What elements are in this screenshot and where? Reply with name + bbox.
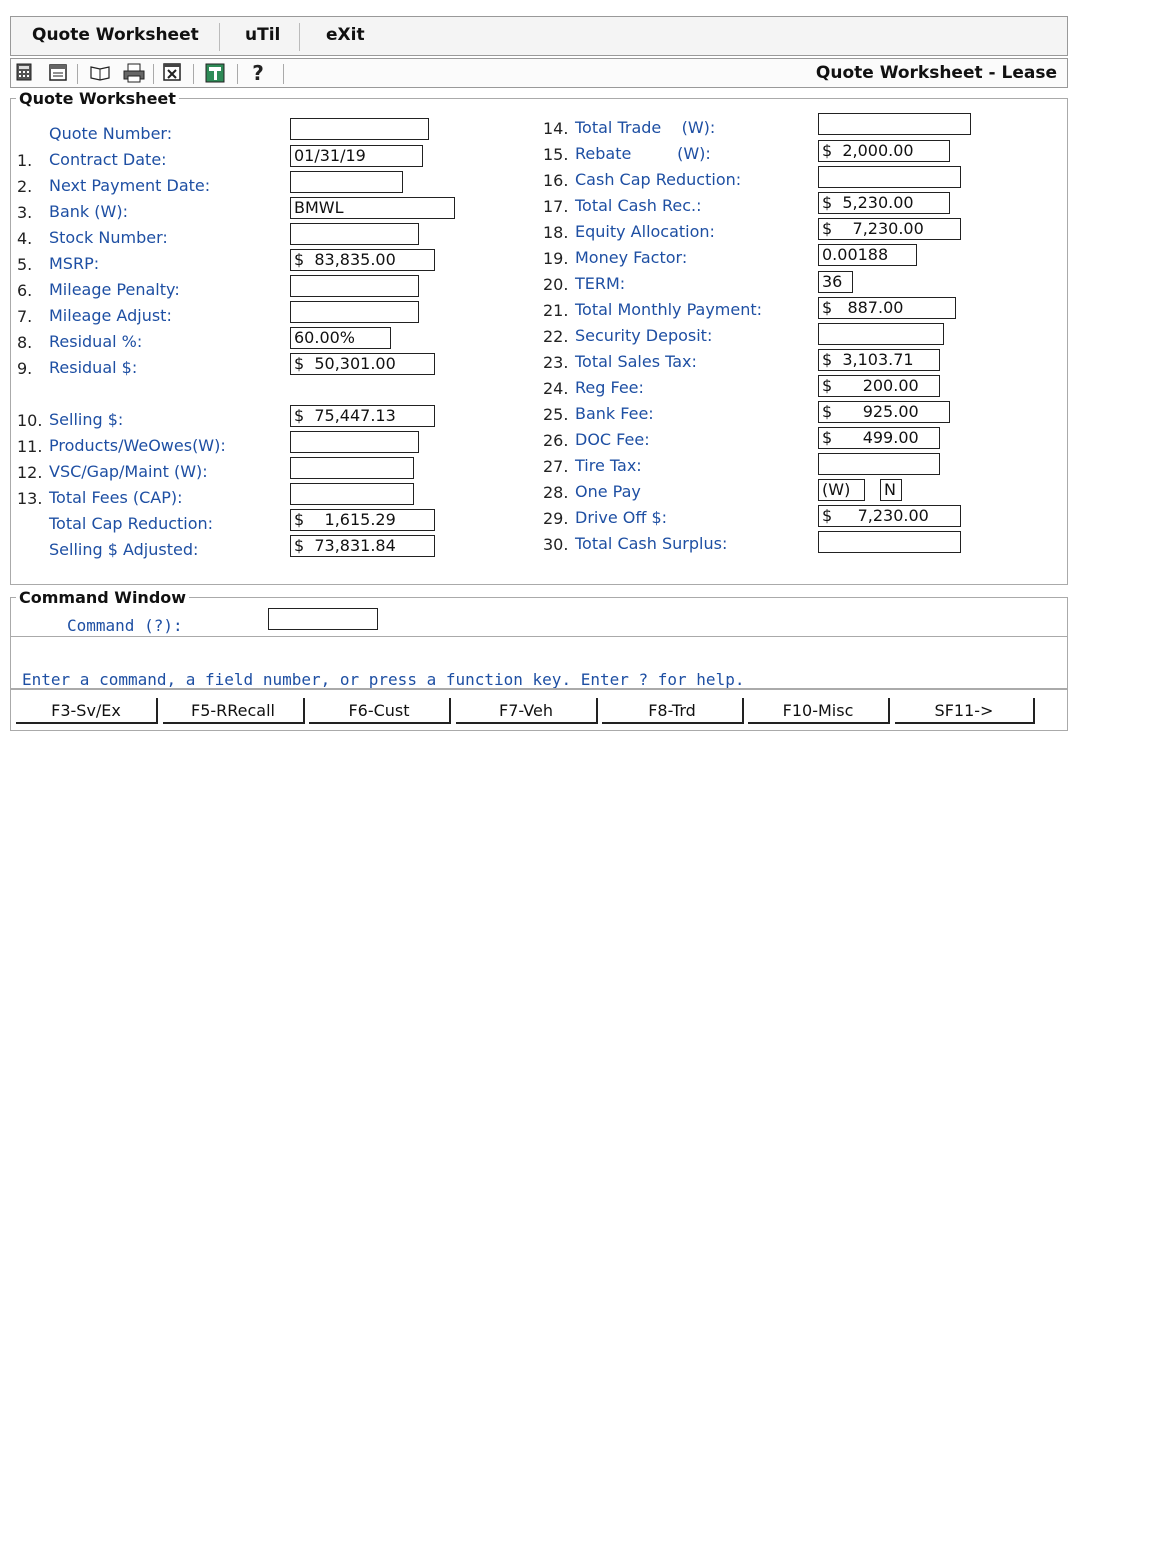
field-number: 7.	[17, 307, 33, 326]
field-quote-number[interactable]	[290, 118, 429, 140]
menu-separator	[299, 23, 300, 51]
f7-vehicle-button[interactable]: F7-Veh	[456, 698, 598, 724]
field-number: 1.	[17, 151, 33, 170]
field-one-pay-w[interactable]: (W)	[818, 479, 865, 501]
field-stock-number[interactable]	[290, 223, 419, 245]
label-msrp: MSRP:	[49, 254, 100, 273]
field-mileage-adjust[interactable]	[290, 301, 419, 323]
book-icon[interactable]	[89, 63, 107, 83]
field-vsc-gap-maint[interactable]	[290, 457, 414, 479]
field-money-factor[interactable]: 0.00188	[818, 244, 917, 266]
field-reg-fee[interactable]: $ 200.00	[818, 375, 940, 397]
label-residual-amount: Residual $:	[49, 358, 138, 377]
field-msrp[interactable]: $ 83,835.00	[290, 249, 435, 271]
tools-icon[interactable]	[205, 63, 223, 83]
field-doc-fee[interactable]: $ 499.00	[818, 427, 940, 449]
screen-title: Quote Worksheet - Lease	[815, 63, 1057, 83]
field-residual-percent[interactable]: 60.00%	[290, 327, 391, 349]
panel-title: Quote Worksheet	[16, 89, 179, 108]
field-number: 13.	[17, 489, 43, 508]
field-selling-adjusted: $ 73,831.84	[290, 535, 435, 557]
label-mileage-penalty: Mileage Penalty:	[49, 280, 180, 299]
label-total-sales-tax: Total Sales Tax:	[575, 352, 697, 371]
toolbar-separator	[153, 64, 154, 84]
label-bank-fee: Bank Fee:	[575, 404, 654, 423]
label-money-factor: Money Factor:	[575, 248, 688, 267]
field-number: 17.	[543, 197, 569, 216]
print-icon[interactable]	[123, 63, 141, 83]
field-security-deposit[interactable]	[818, 323, 944, 345]
menu-bar	[10, 16, 1068, 56]
field-number: 8.	[17, 333, 33, 352]
label-total-cash-rec: Total Cash Rec.:	[575, 196, 702, 215]
field-number: 22.	[543, 327, 569, 346]
label-doc-fee: DOC Fee:	[575, 430, 650, 449]
field-total-monthly-payment[interactable]: $ 887.00	[818, 297, 956, 319]
menu-quote-worksheet[interactable]: Quote Worksheet	[32, 25, 199, 45]
field-tire-tax[interactable]	[818, 453, 940, 475]
field-next-payment-date[interactable]	[290, 171, 403, 193]
field-total-trade[interactable]	[818, 113, 971, 135]
field-number: 23.	[543, 353, 569, 372]
field-number: 20.	[543, 275, 569, 294]
label-term: TERM:	[575, 274, 626, 293]
field-equity-allocation[interactable]: $ 7,230.00	[818, 218, 961, 240]
field-total-sales-tax[interactable]: $ 3,103.71	[818, 349, 940, 371]
label-rebate: Rebate (W):	[575, 144, 711, 163]
field-one-pay-flag[interactable]: N	[880, 479, 902, 501]
toolbar-separator	[193, 64, 194, 84]
field-total-fees-cap[interactable]	[290, 483, 414, 505]
field-number: 29.	[543, 509, 569, 528]
toolbar	[10, 58, 1068, 88]
label-next-payment-date: Next Payment Date:	[49, 176, 211, 195]
field-number: 19.	[543, 249, 569, 268]
label-stock-number: Stock Number:	[49, 228, 168, 247]
command-label: Command (?):	[67, 616, 183, 635]
field-mileage-penalty[interactable]	[290, 275, 419, 297]
menu-util[interactable]: uTil	[245, 25, 281, 45]
field-contract-date[interactable]: 01/31/19	[290, 145, 423, 167]
label-tire-tax: Tire Tax:	[575, 456, 642, 475]
field-number: 18.	[543, 223, 569, 242]
label-reg-fee: Reg Fee:	[575, 378, 644, 397]
label-total-cap-reduction: Total Cap Reduction:	[49, 514, 214, 533]
field-bank[interactable]: BMWL	[290, 197, 455, 219]
field-term[interactable]: 36	[818, 271, 853, 293]
label-one-pay: One Pay	[575, 482, 641, 501]
field-selling-amount[interactable]: $ 75,447.13	[290, 405, 435, 427]
help-icon[interactable]: ?	[252, 61, 264, 85]
field-number: 16.	[543, 171, 569, 190]
quote-worksheet-window	[10, 16, 1068, 731]
field-number: 27.	[543, 457, 569, 476]
f6-customer-button[interactable]: F6-Cust	[309, 698, 451, 724]
label-quote-number: Quote Number:	[49, 124, 173, 143]
menu-exit[interactable]: eXit	[326, 25, 365, 45]
field-number: 10.	[17, 411, 43, 430]
command-window-title: Command Window	[16, 588, 189, 607]
field-number: 26.	[543, 431, 569, 450]
field-total-cap-reduction: $ 1,615.29	[290, 509, 435, 531]
label-security-deposit: Security Deposit:	[575, 326, 713, 345]
label-total-monthly-payment: Total Monthly Payment:	[575, 300, 763, 319]
field-total-cash-surplus[interactable]	[818, 531, 961, 553]
field-number: 15.	[543, 145, 569, 164]
field-number: 30.	[543, 535, 569, 554]
field-number: 11.	[17, 437, 43, 456]
label-cash-cap-reduction: Cash Cap Reduction:	[575, 170, 742, 189]
label-selling-amount: Selling $:	[49, 410, 124, 429]
label-products-weowes: Products/WeOwes(W):	[49, 436, 226, 455]
toolbar-separator	[283, 64, 284, 84]
field-number: 9.	[17, 359, 33, 378]
field-number: 24.	[543, 379, 569, 398]
calculator-icon[interactable]	[15, 63, 33, 83]
command-input[interactable]	[268, 608, 378, 630]
field-rebate[interactable]: $ 2,000.00	[818, 140, 950, 162]
f10-misc-button[interactable]: F10-Misc	[748, 698, 890, 724]
field-total-cash-rec[interactable]: $ 5,230.00	[818, 192, 950, 214]
label-bank: Bank (W):	[49, 202, 128, 221]
label-total-fees-cap: Total Fees (CAP):	[49, 488, 183, 507]
label-residual-percent: Residual %:	[49, 332, 143, 351]
f8-trade-button[interactable]: F8-Trd	[602, 698, 744, 724]
label-mileage-adjust: Mileage Adjust:	[49, 306, 172, 325]
field-drive-off[interactable]: $ 7,230.00	[818, 505, 961, 527]
toolbar-separator	[77, 64, 78, 84]
label-vsc-gap-maint: VSC/Gap/Maint (W):	[49, 462, 208, 481]
field-number: 21.	[543, 301, 569, 320]
field-cash-cap-reduction[interactable]	[818, 166, 961, 188]
label-total-cash-surplus: Total Cash Surplus:	[575, 534, 728, 553]
close-window-icon[interactable]	[163, 63, 181, 83]
label-contract-date: Contract Date:	[49, 150, 167, 169]
field-residual-amount[interactable]: $ 50,301.00	[290, 353, 435, 375]
f5-recall-button[interactable]: F5-RRecall	[163, 698, 305, 724]
menu-separator	[219, 23, 220, 51]
field-number: 5.	[17, 255, 33, 274]
field-number: 14.	[543, 119, 569, 138]
field-number: 3.	[17, 203, 33, 222]
field-bank-fee[interactable]: $ 925.00	[818, 401, 950, 423]
status-message: Enter a command, a field number, or press a function key. Enter ? for help.	[22, 670, 745, 689]
calendar-icon[interactable]	[49, 63, 67, 83]
sf11-more-button[interactable]: SF11->	[895, 698, 1035, 724]
label-selling-adjusted: Selling $ Adjusted:	[49, 540, 199, 559]
label-drive-off: Drive Off $:	[575, 508, 668, 527]
field-number: 28.	[543, 483, 569, 502]
toolbar-separator	[237, 64, 238, 84]
field-number: 6.	[17, 281, 33, 300]
f3-save-exit-button[interactable]: F3-Sv/Ex	[16, 698, 158, 724]
field-number: 2.	[17, 177, 33, 196]
field-number: 25.	[543, 405, 569, 424]
field-number: 12.	[17, 463, 43, 482]
label-total-trade: Total Trade (W):	[575, 118, 716, 137]
field-number: 4.	[17, 229, 33, 248]
field-products-weowes[interactable]	[290, 431, 419, 453]
label-equity-allocation: Equity Allocation:	[575, 222, 715, 241]
